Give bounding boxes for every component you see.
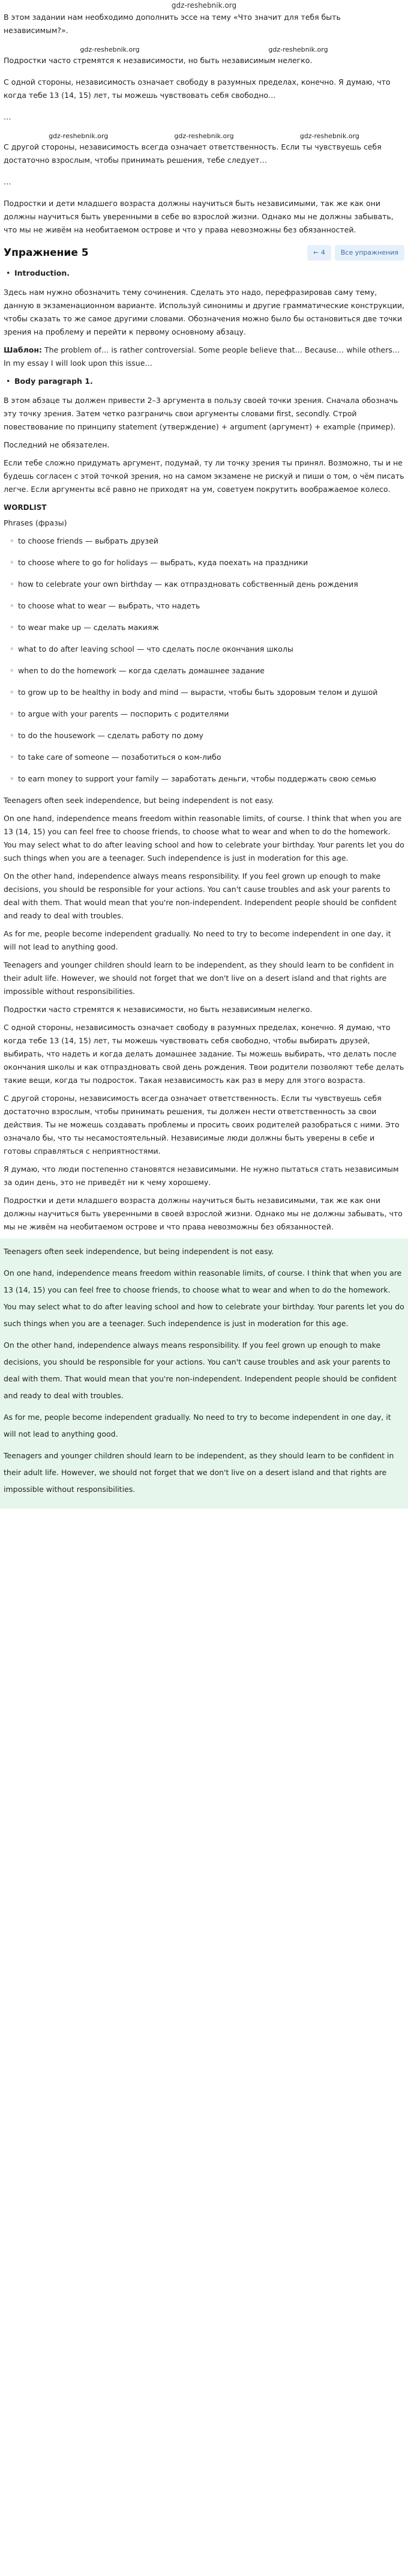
template-text: The problem of… is rather controversial. Some people believe that… Because… while others… In my essay I will look upon this issue… xyxy=(4,345,400,368)
essay-russian xyxy=(4,1003,404,1234)
highlighted-essay xyxy=(0,1238,408,1509)
list-item: ◦ when to do the homework — когда сделать домашнее задание xyxy=(10,664,404,677)
list-item: ◦ to choose where to go for holidays — выбрать, куда поехать на праздники xyxy=(10,556,404,569)
essay-paragraph: On one hand, independence means freedom within reasonable limits, of course. I think that when you are 13 (14, 15) you can feel free to choose friends, to choose what to wear and when to do the homework. You may select what to do after leaving school and how to celebrate your birthday. Your parents let you do such things when you are a teenager. Such independence is just in moderation for this age. xyxy=(4,814,404,862)
intro-paragraph: Подростки часто стремятся к независимости, но быть независимым нелегко. xyxy=(4,56,313,65)
intro-paragraph: Подростки и дети младшего возраста должны научиться быть независимыми, так же как они должны научиться быть уверенными в себе во взрослой жизни. Однако мы не должны забывать, что мы не живём на необитаемом острове и что у права невозможны без обязанностей. xyxy=(4,199,394,234)
watermark-top: gdz-reshebnik.org xyxy=(171,1,237,10)
exercise-header xyxy=(4,245,404,261)
essay-paragraph: Подростки часто стремятся к независимости, но быть независимым нелегко. xyxy=(4,1005,313,1014)
essay-paragraph: As for me, people become independent gradually. No need to try to become independent in one day, it will not lead to anything good. xyxy=(4,929,391,951)
exercise-nav xyxy=(307,245,404,261)
intro-paragraph: В этом задании нам необходимо дополнить эссе на тему «Что значит для тебя быть независимым?». xyxy=(4,13,341,35)
essay-paragraph: Teenagers and younger children should learn to be independent, as they should learn to be confident in their adult life. However, we should not forget that we don't live on a desert island and that rights are impossible without responsibilities. xyxy=(4,960,394,996)
list-item: ◦ how to celebrate your own birthday — как отпраздновать собственный день рождения xyxy=(10,578,404,591)
intro-paragraph: … xyxy=(4,112,11,121)
essay-paragraph: С другой стороны, независимость всегда означает ответственность. Если ты чувствуешь себя достаточно взрослым, чтобы принимать решения, ты должен нести ответственность за свои действия. Ты не можешь создавать проблемы и просить своих родителей разобраться с ними. Это означало бы, что ты несамостоятельный. Независимые люди должны быть уверены в себе и готовы справляться с неприятностями. xyxy=(4,1094,400,1156)
list-item: ◦ to argue with your parents — поспорить с родителями xyxy=(10,708,404,721)
list-item: ◦ to do the housework — сделать работу по дому xyxy=(10,729,404,742)
intro-paragraph: … xyxy=(4,177,11,186)
list-item: ◦ to grow up to be healthy in body and mind — вырасти, чтобы быть здоровым телом и душой xyxy=(10,686,404,699)
intro-block xyxy=(4,11,404,237)
body-text: В этом абзаце ты должен привести 2–3 аргумента в пользу своей точки зрения. Сначала обозначь эту точку зрения. Затем четко разграничь свои аргументы словами first, secondly. Строй повествование по принципу statement (утверждение) + argument (аргумент) + example (пример). xyxy=(4,396,398,431)
list-item: ◦ to take care of someone — позаботиться о ком-либо xyxy=(10,751,404,764)
list-item: ◦ what to do after leaving school — что сделать после окончания школы xyxy=(10,643,404,656)
template-label: Шаблон: xyxy=(4,345,42,354)
advice-text: Если тебе сложно придумать аргумент, подумай, ту ли точку зрения ты принял. Возможно, ты и не будешь согласен с этой точкой зрения, но на самом экзамене не рискуй и пиши о том, о чём писать легче. Если аргументы всё равно не приходят на ум, советуем покрутить воображаемое колесо. xyxy=(4,458,404,494)
essay-paragraph: Подростки и дети младшего возраста должны научиться быть независимыми, так же как они должны научиться быть уверенными в своей взрослой жизни. Однако мы не должны забывать, что мы не живём на необитаемом острове и что права невозможны без обязанностей. xyxy=(4,1196,403,1231)
list-item: ◦ to earn money to support your family — заработать деньги, чтобы поддержать свою семью xyxy=(10,772,404,786)
watermark-row: gdz-reshebnik.org gdz-reshebnik.org xyxy=(80,46,328,53)
template xyxy=(4,344,404,370)
list-item: ◦ to wear make up — сделать макияж xyxy=(10,621,404,634)
list-item: ◦ to choose friends — выбрать друзей xyxy=(10,535,404,548)
intro-paragraph: С другой стороны, независимость всегда означает ответственность. Если ты чувствуешь себя достаточно взрослым, чтобы принимать решения, тебе следует… xyxy=(4,142,382,165)
essay-paragraph: Teenagers and younger children should learn to be independent, as they should learn to be confident in their adult life. However, we should not forget that we don't live on a desert island and that rights are impossible without responsibilities. xyxy=(4,1451,394,1494)
intro-paragraph: С одной стороны, независимость означает свободу в разумных пределах, конечно. Я думаю, что когда тебе 13 (14, 15) лет, ты можешь чувствовать себя свободно… xyxy=(4,77,391,100)
body-label: • Body paragraph 1. xyxy=(4,375,404,388)
all-exercises-button[interactable]: Все упражнения xyxy=(335,245,404,261)
essay-paragraph: On one hand, independence means freedom within reasonable limits, of course. I think that when you are 13 (14, 15) you can feel free to choose friends, to choose what to wear and when to do the homework. You may select what to do after leaving school and how to celebrate your birthday. Your parents let you do such things when you are a teenager. Such independence is just in moderation for this age. xyxy=(4,1268,404,1328)
essay-paragraph: As for me, people become independent gradually. No need to try to become independent in one day, it will not lead to anything good. xyxy=(4,1413,391,1438)
last-label: Последний не обязателен. xyxy=(4,440,110,449)
page-title: Упражнение 5 xyxy=(4,247,89,259)
essay-paragraph: On the other hand, independence always means responsibility. If you feel grown up enough to make decisions, you should be responsible for your actions. You can't cause troubles and ask your parents to deal with them. That would mean that you're non-independent. Independent people should be confident and ready to deal with troubles. xyxy=(4,871,397,920)
essay-paragraph: Teenagers often seek independence, but being independent is not easy. xyxy=(4,796,274,805)
phrases-label: Phrases (фразы) xyxy=(4,518,67,527)
essay-paragraph: Teenagers often seek independence, but being independent is not easy. xyxy=(4,1247,274,1256)
intro-label: • Introduction. xyxy=(4,267,404,280)
essay-paragraph: On the other hand, independence always means responsibility. If you feel grown up enough to make decisions, you should be responsible for your actions. You can't cause troubles and ask your parents to deal with them. That would mean that you're non-independent. Independent people should be confident and ready to deal with troubles. xyxy=(4,1341,397,1400)
essay-paragraph: Я думаю, что люди постепенно становятся независимыми. Не нужно пытаться стать независимым за один день, это не приведёт ни к чему хорошему. xyxy=(4,1165,399,1187)
wordlist-title: WORDLIST xyxy=(4,503,47,512)
watermark-row: gdz-reshebnik.org gdz-reshebnik.org gdz-reshebnik.org xyxy=(49,132,359,140)
essay-english xyxy=(4,794,404,998)
prev-exercise-button[interactable]: ← 4 xyxy=(307,245,331,261)
list-item: ◦ to choose what to wear — выбрать, что надеть xyxy=(10,599,404,613)
essay-paragraph: С одной стороны, независимость означает свободу в разумных пределах, конечно. Я думаю, что когда тебе 13 (14, 15) лет, ты можешь чувствовать себя свободно, чтобы выбирать друзей, выбирать, что надеть и когда делать домашнее задание. Ты можешь выбирать, что делать после окончания школы и как отпраздновать свой день рождения. Твои родители позволяют тебе делать такие вещи, когда ты подросток. Такая независимость как раз в меру для этого возраста. xyxy=(4,1023,404,1085)
intro-text: Здесь нам нужно обозначить тему сочинения. Сделать это надо, перефразировав саму тему, данную в экзаменационном варианте. Используй синонимы и другие грамматические конструкции, чтобы сказать то же самое другими словами. Обозначения можно было бы остановиться две точки зрения на проблему и перейти к первому основному абзацу. xyxy=(4,288,404,336)
phrases-list xyxy=(4,535,404,786)
